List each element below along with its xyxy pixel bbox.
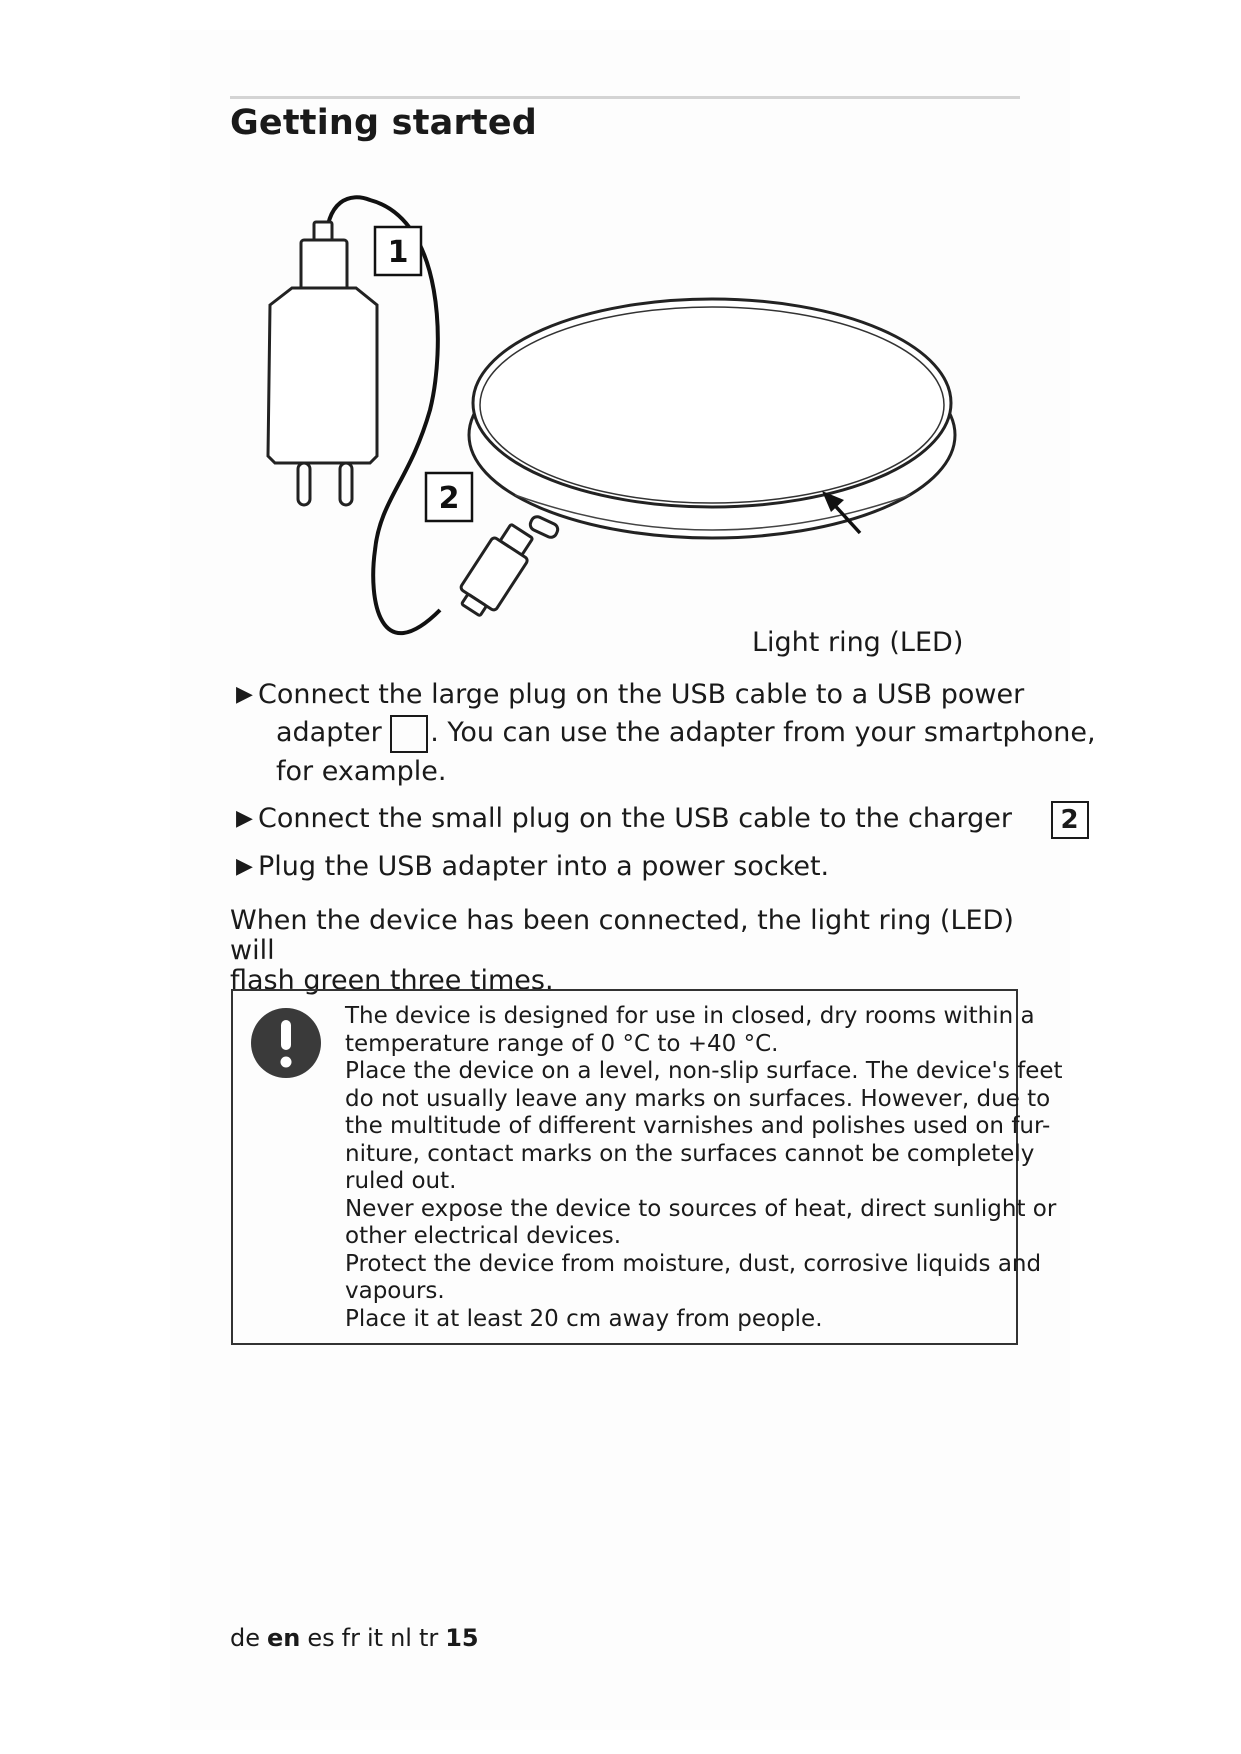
bullet-arrow-icon: ▶ (236, 806, 253, 831)
small-usb-plug (453, 520, 539, 622)
usb-power-adapter (268, 222, 377, 505)
step-text: adapter (276, 717, 382, 748)
notice-line: other electrical devices. (345, 1223, 622, 1249)
step-text: Connect the small plug on the USB cable to the charger (258, 803, 1012, 834)
notice-line: do not usually leave any marks on surfaces. However, due to (345, 1085, 1051, 1112)
notice-line: the multitude of different varnishes and polishes used on fur- (345, 1113, 1051, 1139)
language-link-es[interactable]: es (307, 1624, 335, 1652)
page-number: 15 (445, 1624, 479, 1652)
language-link-de[interactable]: de (230, 1624, 260, 1652)
led-paragraph (230, 906, 1020, 996)
notice-line: ruled out. (345, 1168, 457, 1194)
callout-2: 2 (438, 481, 460, 516)
step-line: Connect the large plug on the USB cable to a USB power (258, 679, 1025, 710)
header-rule (230, 96, 1020, 99)
language-link-en[interactable]: en (267, 1624, 301, 1652)
exclamation-icon (250, 1007, 322, 1079)
charger-setup-drawing (230, 180, 1020, 680)
callout-box-empty (390, 715, 428, 753)
safety-notice (231, 989, 1063, 1345)
callout-ref-2: 2 (1051, 801, 1089, 839)
notice-text (345, 1003, 1063, 1333)
notice-line: Never expose the device to sources of heat, direct sunlight or (345, 1195, 1057, 1222)
paragraph-line: When the device has been connected, the light ring (LED) will (230, 905, 1014, 966)
bullet-arrow-icon: ▶ (236, 854, 253, 879)
notice-line: vapours. (345, 1278, 445, 1304)
page-footer (230, 1624, 486, 1652)
notice-line: Place the device on a level, non-slip surface. The device's feet (345, 1058, 1063, 1084)
page-title: Getting started (230, 103, 538, 143)
notice-line: niture, contact marks on the surfaces cannot be completely (345, 1140, 1035, 1167)
step-line (236, 800, 1089, 839)
step-plug-adapter (236, 848, 829, 886)
bullet-arrow-icon: ▶ (236, 682, 253, 707)
step-line (236, 714, 1096, 753)
notice-line: temperature range of 0 °C to +40 °C. (345, 1030, 779, 1057)
language-link-it[interactable]: it (366, 1624, 384, 1652)
notice-line: Place it at least 20 cm away from people. (345, 1305, 823, 1332)
paragraph-line: flash green three times. (230, 965, 554, 996)
language-link-tr[interactable]: tr (418, 1624, 439, 1652)
wireless-charger-pad (469, 299, 955, 539)
step-connect-small-plug (236, 800, 1089, 839)
notice-line: The device is designed for use in closed, dry rooms within a (345, 1003, 1035, 1029)
step-text: . You can use the adapter from your smartphone, (430, 717, 1096, 748)
language-link-nl[interactable]: nl (390, 1624, 412, 1652)
step-connect-large-plug (236, 676, 1096, 791)
step-line: for example. (276, 755, 447, 787)
led-label: Light ring (LED) (752, 627, 964, 658)
callout-1: 1 (387, 235, 409, 270)
step-line: Plug the USB adapter into a power socket. (258, 851, 830, 882)
language-link-fr[interactable]: fr (341, 1624, 360, 1652)
setup-illustration (230, 180, 1020, 680)
notice-line: Protect the device from moisture, dust, corrosive liquids and (345, 1250, 1042, 1277)
